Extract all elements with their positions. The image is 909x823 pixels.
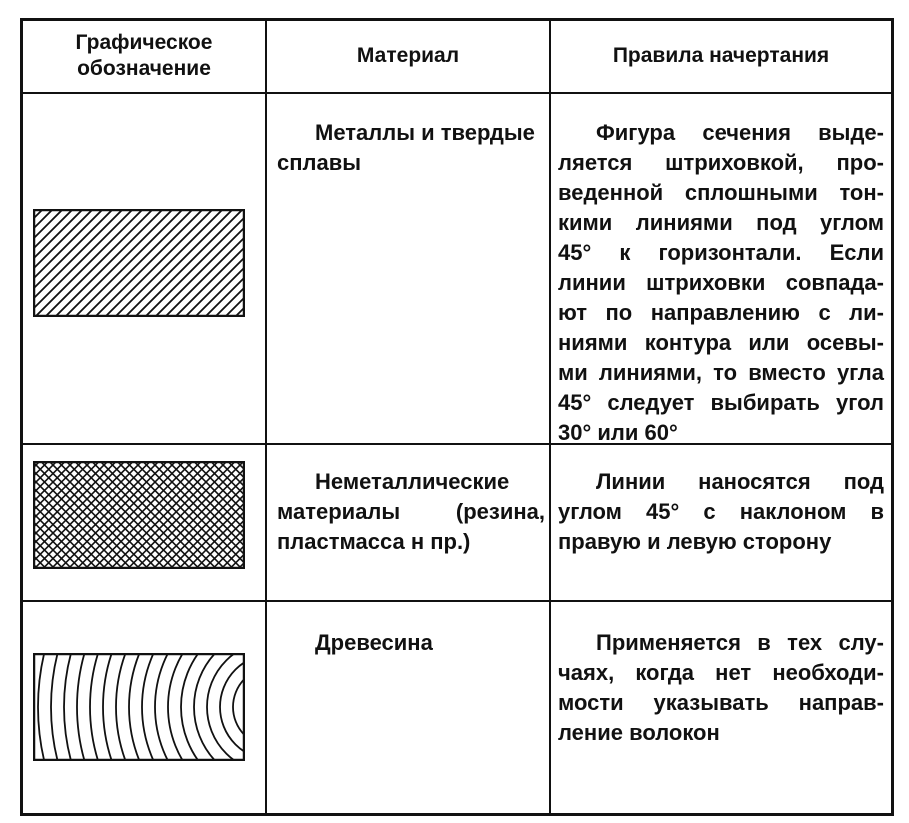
row-1-rules-line-5: 45° к горизонтали. Если — [558, 240, 884, 265]
row-2-rules — [558, 467, 884, 557]
row-2-material-line-3: пластмасса н пр.) — [277, 529, 471, 554]
row-1-rules-line-1: Фигура сечения выде- — [596, 120, 884, 145]
row-1-rules — [558, 118, 884, 448]
row-1-rules-line-6: линии штриховки совпада- — [558, 270, 884, 295]
metal-hatch-symbol — [33, 209, 245, 317]
row-1-rules-line-2: ляется штриховкой, про- — [558, 150, 884, 175]
row-1-rules-line-10: 45° следует выбирать угол — [558, 390, 884, 415]
column-divider-1 — [265, 18, 267, 816]
row-3-rules-line-3: мости указывать направ- — [558, 690, 884, 715]
row-1-rules-line-4: кими линиями под углом — [558, 210, 884, 235]
wood-arcs-symbol — [33, 653, 245, 761]
row-3-material-line-1: Древесина — [315, 630, 433, 655]
column-divider-2 — [549, 18, 551, 816]
row-3-rules-line-2: чаях, когда нет необходи- — [558, 660, 884, 685]
row-divider-2 — [20, 600, 894, 602]
row-3-rules — [558, 628, 884, 748]
header-material: Материал — [356, 44, 460, 67]
row-1-rules-line-3: веденной сплошными тон- — [558, 180, 884, 205]
row-2-material — [277, 467, 545, 557]
row-2-rules-line-1: Линии наносятся под — [596, 469, 884, 494]
row-1-material-line-1: Металлы и твердые — [315, 120, 535, 145]
nonmetal-crosshatch-symbol — [33, 461, 245, 569]
table-border-right — [891, 18, 894, 816]
header-divider — [20, 92, 894, 94]
row-3-rules-line-1: Применяется в тех слу- — [596, 630, 884, 655]
header-rules: Правила начертания — [612, 44, 830, 67]
header-symbol-line-2: обозначение — [77, 57, 211, 80]
table-border-bottom — [20, 813, 894, 816]
row-1-material-line-2: сплавы — [277, 150, 362, 175]
row-1-rules-line-11: 30° или 60° — [558, 420, 678, 445]
row-3-material — [277, 628, 545, 658]
header-symbol-line-1: Графическое — [75, 31, 213, 54]
row-2-material-line-2: материалы (резина, — [277, 499, 545, 524]
row-3-rules-line-4: ление волокон — [558, 720, 720, 745]
row-2-material-line-1: Неметаллические — [315, 469, 510, 494]
row-1-rules-line-8: ниями контура или осевы- — [558, 330, 884, 355]
row-2-rules-line-3: правую и левую сторону — [558, 529, 832, 554]
row-1-rules-line-9: ми линиями, то вместо угла — [558, 360, 884, 385]
header-symbol — [23, 30, 265, 82]
table-border-top — [20, 18, 894, 21]
row-2-rules-line-2: углом 45° с наклоном в — [558, 499, 884, 524]
row-1-material — [277, 118, 545, 178]
row-1-rules-line-7: ют по направлению с ли- — [558, 300, 884, 325]
table-border-left — [20, 18, 23, 816]
